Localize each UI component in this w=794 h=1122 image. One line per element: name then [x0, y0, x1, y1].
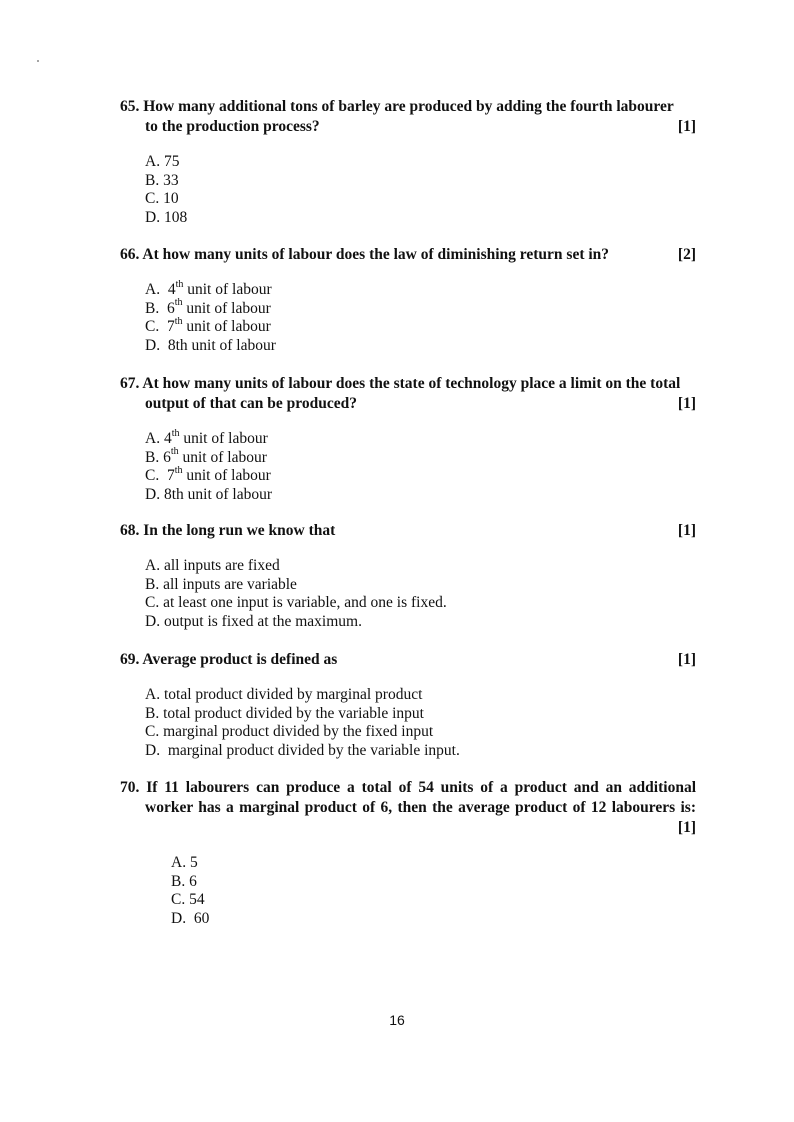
scan-speck: [37, 60, 39, 62]
option-b: B. all inputs are variable: [145, 575, 297, 593]
question-70-text: [120, 778, 696, 838]
option-d: D. 108: [145, 208, 188, 226]
option-a: A. 75: [145, 153, 180, 170]
question-line: worker has a marginal product of 6, then the average product of 12 labourers is:: [145, 799, 696, 816]
question-66: [120, 245, 696, 355]
answer-options: [145, 427, 696, 504]
option-a: A. all inputs are fixed: [145, 557, 280, 574]
question-mark: [1]: [677, 118, 696, 135]
option-c: C. 7th unit of labour: [145, 464, 271, 484]
question-number: 69.: [120, 651, 140, 668]
option-b: B. 6: [171, 872, 197, 890]
option-c: C. 10: [145, 190, 179, 207]
option-b: B. 6th unit of labour: [145, 446, 267, 466]
answer-options: [145, 686, 696, 760]
question-line: output of that can be produced?: [145, 395, 358, 412]
question-69: [120, 650, 696, 760]
question-65: [120, 97, 696, 227]
option-c: C. at least one input is variable, and one is fixed.: [145, 594, 447, 611]
question-line: to the production process?: [145, 118, 320, 135]
answer-options: [171, 854, 696, 928]
question-70: [120, 778, 696, 928]
option-b: B. 33: [145, 171, 179, 189]
question-line: Average product is defined as: [142, 651, 338, 668]
option-a: A. 4th unit of labour: [145, 278, 272, 298]
question-number: 68.: [120, 522, 140, 539]
option-d: D. output is fixed at the maximum.: [145, 612, 362, 630]
question-number: 70.: [120, 779, 140, 796]
question-number: 67.: [120, 375, 140, 392]
question-number: 65.: [120, 98, 140, 115]
question-69-text: [120, 650, 696, 670]
question-line: At how many units of labour does the law of diminishing return set in?: [142, 246, 610, 263]
question-line: At how many units of labour does the state of technology place a limit on the total: [142, 375, 681, 392]
question-line: How many additional tons of barley are produced by adding the fourth labourer: [143, 98, 674, 115]
question-68: [120, 521, 696, 631]
question-67-text: [120, 374, 696, 414]
page-number: 16: [389, 1012, 405, 1028]
question-mark: [1]: [677, 651, 696, 668]
answer-options: [145, 278, 696, 355]
option-d: D. 8th unit of labour: [145, 336, 276, 354]
question-66-text: [120, 245, 696, 265]
question-line: In the long run we know that: [143, 522, 336, 539]
question-mark: [1]: [677, 819, 696, 836]
answer-options: [145, 557, 696, 631]
question-mark: [1]: [677, 395, 696, 412]
answer-options: [145, 153, 696, 227]
question-67: [120, 374, 696, 504]
question-line: If 11 labourers can produce a total of 54 units of a product and an additional: [146, 779, 697, 796]
option-a: A. total product divided by marginal product: [145, 686, 423, 703]
option-d: D. 8th unit of labour: [145, 485, 273, 503]
option-c: C. marginal product divided by the fixed input: [145, 723, 434, 740]
option-a: A. 5: [171, 854, 198, 871]
option-b: B. 6th unit of labour: [145, 297, 271, 317]
option-d: D. marginal product divided by the variable input.: [145, 741, 460, 759]
option-d: D. 60: [171, 909, 210, 927]
option-a: A. 4th unit of labour: [145, 427, 268, 447]
option-c: C. 54: [171, 891, 205, 908]
option-c: C. 7th unit of labour: [145, 315, 271, 335]
question-number: 66.: [120, 246, 140, 263]
question-mark: [2]: [677, 246, 696, 263]
question-68-text: [120, 521, 696, 541]
option-b: B. total product divided by the variable input: [145, 704, 424, 722]
question-mark: [1]: [677, 522, 696, 539]
question-65-text: [120, 97, 696, 137]
